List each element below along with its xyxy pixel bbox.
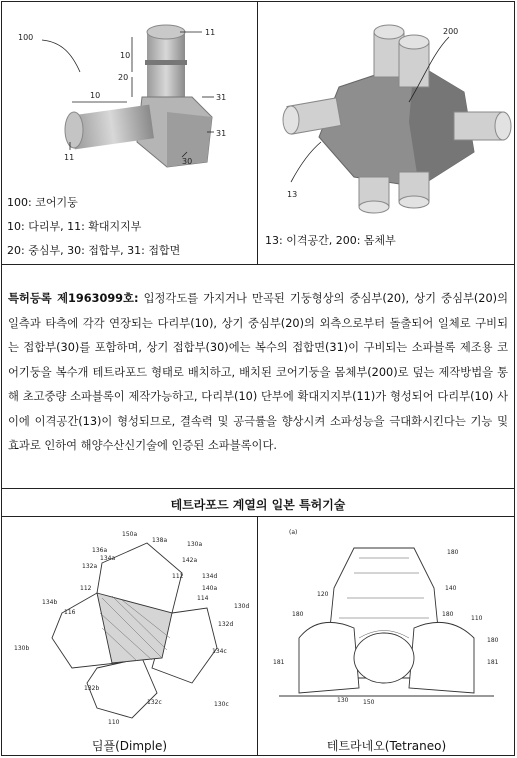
dimple-label-114: 114 bbox=[197, 595, 209, 602]
tetraneo-label-180-far: 180 bbox=[487, 637, 499, 644]
lower-leg-end bbox=[65, 112, 83, 148]
dimple-label-130d: 130d bbox=[234, 603, 250, 610]
dimple-label-142a: 142a bbox=[182, 557, 198, 564]
upper-leg-shape bbox=[147, 32, 185, 102]
callout-10-left: 10 bbox=[90, 91, 101, 100]
upper-leg-band bbox=[145, 60, 187, 65]
fig1-caption-line2: 10: 다리부, 11: 확대지지부 bbox=[7, 220, 142, 233]
dimple-label-110: 110 bbox=[108, 719, 120, 726]
divider-heading-figures bbox=[2, 516, 514, 517]
dimple-label-112-right: 112 bbox=[172, 573, 184, 580]
fig1-caption-line1: 100: 코어기둥 bbox=[7, 196, 78, 209]
dimple-label-132d: 132d bbox=[218, 621, 234, 628]
callout-11-bottom: 11 bbox=[64, 153, 75, 162]
tetraneo-label-180-left: 180 bbox=[292, 611, 304, 618]
callout-20: 20 bbox=[118, 73, 129, 82]
dimple-label-134b: 134b bbox=[42, 599, 58, 606]
tetraneo-label-140: 140 bbox=[445, 585, 457, 592]
tetraneo-label-130: 130 bbox=[337, 697, 349, 704]
dimple-label-132c: 132c bbox=[147, 699, 162, 706]
callout-line-13 bbox=[291, 142, 321, 182]
fig1-caption-line3: 20: 중심부, 30: 접합부, 31: 접합면 bbox=[7, 244, 181, 257]
patent-number: 특허등록 제1963099호: bbox=[8, 292, 139, 305]
tetraneo-center-hub bbox=[354, 633, 414, 683]
callout-100: 100 bbox=[18, 33, 34, 42]
section-heading: 테트라포드 계열의 일본 특허기술 bbox=[170, 498, 346, 512]
dimple-label-132a: 132a bbox=[82, 563, 98, 570]
callout-10-top: 10 bbox=[120, 51, 131, 60]
dimple-label-150a: 150a bbox=[122, 531, 138, 538]
dimple-label-134c: 134c bbox=[212, 648, 227, 655]
dimple-label-134a: 134a bbox=[100, 555, 116, 562]
patent-document-sheet bbox=[1, 1, 515, 756]
dimple-label-116: 116 bbox=[64, 609, 76, 616]
divider-text-heading bbox=[2, 488, 514, 489]
callout-31-top: 31 bbox=[216, 93, 227, 102]
tetraneo-label-180-top: 180 bbox=[447, 549, 459, 556]
tetraneo-right-leg bbox=[409, 622, 474, 693]
callout-11-top: 11 bbox=[205, 28, 216, 37]
tetraneo-label-150: 150 bbox=[363, 699, 375, 706]
dimple-label-140a: 140a bbox=[202, 585, 218, 592]
dimple-label-132b: 132b bbox=[84, 685, 100, 692]
callout-line-100 bbox=[42, 40, 80, 72]
tetraneo-label-a: (a) bbox=[289, 529, 298, 536]
fig2-caption: 13: 이격공간, 200: 몸체부 bbox=[265, 234, 396, 247]
dimple-label-130b: 130b bbox=[14, 645, 30, 652]
dimple-label-136a: 136a bbox=[92, 547, 108, 554]
tetraneo-label-181-right: 181 bbox=[487, 659, 499, 666]
dimple-label-130c: 130c bbox=[214, 701, 229, 708]
callout-13: 13 bbox=[287, 190, 298, 199]
tetraneo-label-180-right: 180 bbox=[442, 611, 454, 618]
tetraneo-label-110: 110 bbox=[471, 615, 483, 622]
tetraneo-label: 테트라네오(Tetraneo) bbox=[326, 739, 447, 753]
dimple-label: 딤플(Dimple) bbox=[91, 739, 168, 753]
bottom-column-divider bbox=[257, 516, 258, 756]
callout-31-bottom: 31 bbox=[216, 129, 227, 138]
top-column-divider bbox=[257, 2, 258, 264]
tetraneo-figure bbox=[259, 518, 514, 733]
dimple-label-112-left: 112 bbox=[80, 585, 92, 592]
dimple-label-134d: 134d bbox=[202, 573, 218, 580]
divider-figures-text bbox=[2, 264, 514, 265]
dimple-label-130a: 130a bbox=[187, 541, 203, 548]
tetraneo-left-leg bbox=[299, 622, 359, 693]
upper-leg-top bbox=[147, 25, 185, 39]
callout-30: 30 bbox=[182, 157, 193, 166]
dimple-label-138a: 138a bbox=[152, 537, 168, 544]
body-block-figure bbox=[259, 2, 514, 217]
callout-200: 200 bbox=[443, 27, 459, 36]
patent-description-body: 입정각도를 가지거나 만곡된 기둥형상의 중심부(20), 상기 중심부(20)의 일측과 타측에 각각 연장되는 다리부(10), 상기 중심부(20)의 외측으로부터 돌출되어 일체로 구비되는 접합부(30)를 포함하며, 상기 접합부(30)에는 복수의 접합면(31)이 구비되는 소파블록 제조용 코어기둥을 복수개 테트라포드 형태로 배치하고, 배치된 코어기둥을 몸체부(200)로 덮는 제작방법을 통해 초고중량 소파블록이 제작가능하고, 다리부(10) 단부에 확대지지부(11)가 형성되어 다리부(10) 사이에 이격공간(13)이 형성되므로, 결속력 및 공극률을 향상시켜 소파성능을 극대화시킨다는 기능 및 효과로 인하여 해양수산신기술에 인증된 소파블록이다. bbox=[8, 292, 509, 452]
tetraneo-label-181-left: 181 bbox=[273, 659, 285, 666]
tetraneo-label-120: 120 bbox=[317, 591, 329, 598]
core-column-figure bbox=[2, 2, 257, 192]
dimple-figure bbox=[2, 518, 257, 733]
patent-description bbox=[8, 287, 508, 459]
